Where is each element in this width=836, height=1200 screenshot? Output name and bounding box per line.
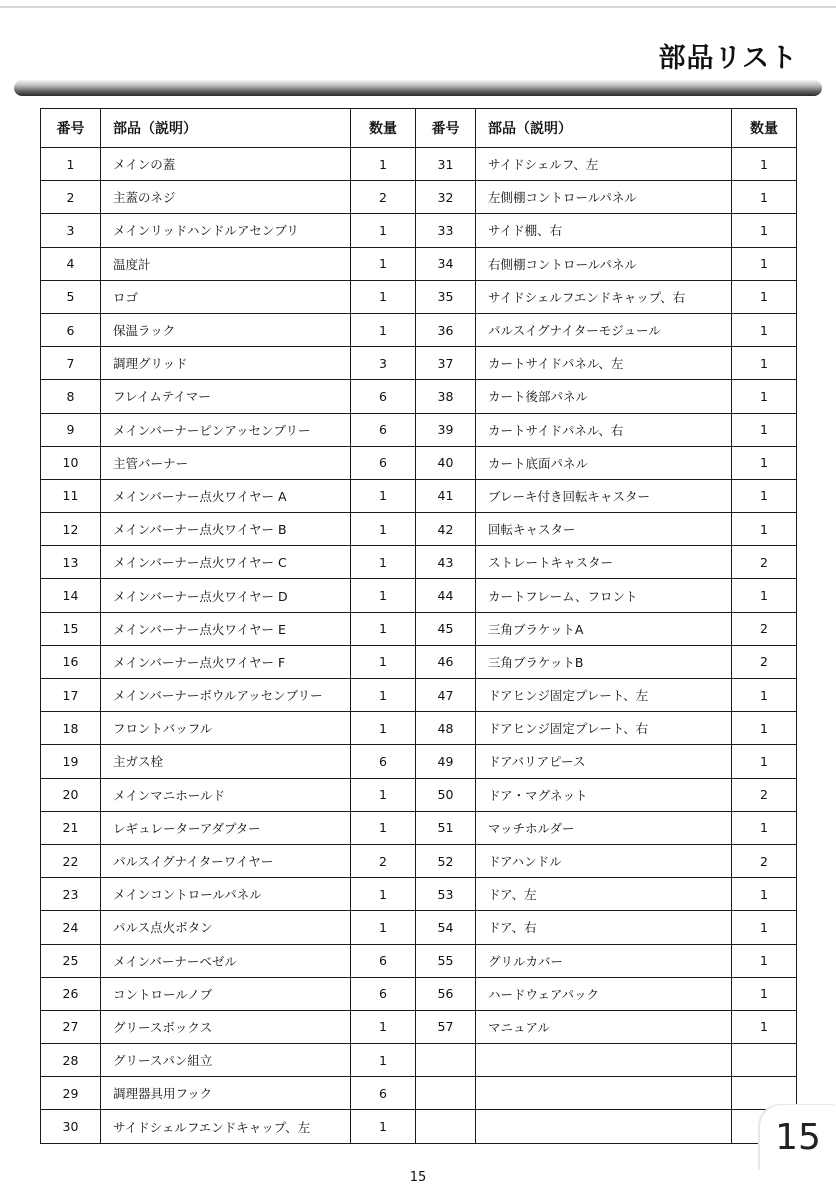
part-description: カートサイドパネル、右	[476, 413, 732, 446]
part-quantity: 1	[351, 712, 416, 745]
part-number: 10	[41, 446, 101, 479]
table-row	[41, 313, 797, 346]
part-number: 35	[416, 280, 476, 313]
part-quantity: 1	[732, 944, 797, 977]
part-number: 44	[416, 579, 476, 612]
part-number: 22	[41, 844, 101, 877]
part-description: 回転キャスター	[476, 513, 732, 546]
part-description: グリルカバー	[476, 944, 732, 977]
part-number	[416, 1044, 476, 1077]
part-description: カート後部パネル	[476, 380, 732, 413]
part-quantity: 1	[732, 347, 797, 380]
part-quantity: 1	[351, 878, 416, 911]
table-row	[41, 1077, 797, 1110]
part-quantity: 6	[351, 745, 416, 778]
part-number: 17	[41, 679, 101, 712]
part-quantity: 2	[732, 645, 797, 678]
part-number: 25	[41, 944, 101, 977]
table-row	[41, 479, 797, 512]
part-quantity: 6	[351, 446, 416, 479]
table-row	[41, 413, 797, 446]
part-number: 9	[41, 413, 101, 446]
part-quantity: 1	[732, 579, 797, 612]
part-description: メインバーナー点火ワイヤー B	[101, 513, 351, 546]
part-description: 主蓋のネジ	[101, 181, 351, 214]
part-quantity: 1	[732, 1010, 797, 1043]
part-quantity: 1	[351, 645, 416, 678]
part-number: 20	[41, 778, 101, 811]
part-description: 温度計	[101, 247, 351, 280]
part-quantity: 1	[732, 247, 797, 280]
part-quantity: 1	[351, 679, 416, 712]
part-number: 37	[416, 347, 476, 380]
part-description: コントロールノブ	[101, 977, 351, 1010]
part-description: ドアバリアピース	[476, 745, 732, 778]
part-number: 39	[416, 413, 476, 446]
part-quantity: 2	[732, 612, 797, 645]
part-description: メインの蓋	[101, 148, 351, 181]
part-quantity: 1	[351, 280, 416, 313]
part-quantity: 1	[732, 181, 797, 214]
part-quantity: 2	[732, 844, 797, 877]
part-number: 18	[41, 712, 101, 745]
part-number: 51	[416, 811, 476, 844]
part-quantity: 1	[732, 280, 797, 313]
page-number-badge: 15	[760, 1105, 836, 1171]
part-description: メインバーナー点火ワイヤー C	[101, 546, 351, 579]
part-description: メインマニホールド	[101, 778, 351, 811]
part-description: サイドシェルフエンドキャップ、右	[476, 280, 732, 313]
part-quantity: 2	[351, 181, 416, 214]
table-row	[41, 1110, 797, 1143]
header-qty-right: 数量	[732, 109, 797, 148]
part-description: グリースボックス	[101, 1010, 351, 1043]
table-row	[41, 778, 797, 811]
part-description: 左側棚コントロールパネル	[476, 181, 732, 214]
part-quantity: 1	[351, 313, 416, 346]
part-number: 2	[41, 181, 101, 214]
part-number: 56	[416, 977, 476, 1010]
part-quantity: 1	[351, 1044, 416, 1077]
part-description: マッチホルダー	[476, 811, 732, 844]
part-quantity: 1	[732, 513, 797, 546]
table-row	[41, 513, 797, 546]
part-quantity: 1	[351, 247, 416, 280]
part-number: 12	[41, 513, 101, 546]
part-quantity: 1	[351, 214, 416, 247]
part-description	[476, 1110, 732, 1143]
table-row	[41, 579, 797, 612]
part-description: 右側棚コントロールパネル	[476, 247, 732, 280]
part-number	[416, 1077, 476, 1110]
part-quantity: 1	[732, 413, 797, 446]
header-qty-left: 数量	[351, 109, 416, 148]
table-row	[41, 1010, 797, 1043]
part-description: ストレートキャスター	[476, 546, 732, 579]
table-row	[41, 380, 797, 413]
part-quantity: 1	[351, 778, 416, 811]
page-title: 部品リスト	[658, 43, 798, 74]
part-number: 21	[41, 811, 101, 844]
part-number: 15	[41, 612, 101, 645]
part-quantity: 1	[351, 612, 416, 645]
part-number: 33	[416, 214, 476, 247]
part-number: 13	[41, 546, 101, 579]
part-description: 三角ブラケットB	[476, 645, 732, 678]
part-quantity: 1	[351, 911, 416, 944]
part-number: 24	[41, 911, 101, 944]
part-description: サイド棚、右	[476, 214, 732, 247]
table-row	[41, 347, 797, 380]
part-number: 5	[41, 280, 101, 313]
part-number: 34	[416, 247, 476, 280]
part-description: 調理器具用フック	[101, 1077, 351, 1110]
part-quantity: 2	[732, 546, 797, 579]
part-description: パルス点火ボタン	[101, 911, 351, 944]
table-row	[41, 546, 797, 579]
part-number: 8	[41, 380, 101, 413]
part-number: 53	[416, 878, 476, 911]
part-number: 1	[41, 148, 101, 181]
part-description: ドアハンドル	[476, 844, 732, 877]
part-quantity: 6	[351, 944, 416, 977]
part-quantity: 2	[732, 778, 797, 811]
table-row	[41, 712, 797, 745]
part-number: 50	[416, 778, 476, 811]
table-row	[41, 878, 797, 911]
table-row	[41, 645, 797, 678]
part-description: ドア、左	[476, 878, 732, 911]
part-description: ドアヒンジ固定プレート、左	[476, 679, 732, 712]
part-quantity: 1	[732, 712, 797, 745]
part-number: 47	[416, 679, 476, 712]
part-number: 23	[41, 878, 101, 911]
part-number: 36	[416, 313, 476, 346]
part-description: ドア・マグネット	[476, 778, 732, 811]
part-number: 49	[416, 745, 476, 778]
part-description	[476, 1077, 732, 1110]
part-description	[476, 1044, 732, 1077]
part-quantity: 1	[732, 479, 797, 512]
part-description: メインバーナー点火ワイヤー A	[101, 479, 351, 512]
table-row	[41, 1044, 797, 1077]
part-number: 45	[416, 612, 476, 645]
part-description: パルスイグナイターモジュール	[476, 313, 732, 346]
part-number: 54	[416, 911, 476, 944]
table-row	[41, 446, 797, 479]
part-description: フロントバッフル	[101, 712, 351, 745]
part-quantity: 1	[351, 1010, 416, 1043]
part-number: 14	[41, 579, 101, 612]
part-description: メインバーナー点火ワイヤー E	[101, 612, 351, 645]
header-part-left: 部品（説明）	[101, 109, 351, 148]
part-quantity: 6	[351, 413, 416, 446]
title-underline-bar	[14, 80, 822, 96]
part-number: 28	[41, 1044, 101, 1077]
table-row	[41, 612, 797, 645]
table-row	[41, 944, 797, 977]
part-number: 29	[41, 1077, 101, 1110]
part-quantity: 1	[732, 977, 797, 1010]
part-quantity: 1	[732, 911, 797, 944]
part-number: 48	[416, 712, 476, 745]
part-description: 主ガス栓	[101, 745, 351, 778]
part-quantity: 6	[351, 977, 416, 1010]
part-quantity: 1	[732, 380, 797, 413]
part-number: 31	[416, 148, 476, 181]
table-row	[41, 911, 797, 944]
part-number: 6	[41, 313, 101, 346]
part-description: メインバーナーベゼル	[101, 944, 351, 977]
part-description: カートフレーム、フロント	[476, 579, 732, 612]
table-row	[41, 148, 797, 181]
part-quantity: 1	[351, 148, 416, 181]
part-quantity: 1	[351, 579, 416, 612]
part-quantity: 2	[351, 844, 416, 877]
part-number: 11	[41, 479, 101, 512]
part-number: 16	[41, 645, 101, 678]
part-number: 4	[41, 247, 101, 280]
part-quantity: 1	[351, 811, 416, 844]
part-number: 55	[416, 944, 476, 977]
part-quantity: 1	[732, 679, 797, 712]
top-divider	[0, 6, 836, 8]
part-number: 30	[41, 1110, 101, 1143]
part-description: 三角ブラケットA	[476, 612, 732, 645]
part-description: ドア、右	[476, 911, 732, 944]
part-number: 19	[41, 745, 101, 778]
table-row	[41, 745, 797, 778]
part-description: メインコントロールパネル	[101, 878, 351, 911]
part-description: メインバーナーボウルアッセンブリー	[101, 679, 351, 712]
table-row	[41, 181, 797, 214]
part-quantity: 3	[351, 347, 416, 380]
part-number: 26	[41, 977, 101, 1010]
part-description: ドアヒンジ固定プレート、右	[476, 712, 732, 745]
part-description: ロゴ	[101, 280, 351, 313]
page-number-footer: 15	[409, 1170, 427, 1185]
part-number: 41	[416, 479, 476, 512]
part-description: サイドシェルフ、左	[476, 148, 732, 181]
part-description: カート底面パネル	[476, 446, 732, 479]
part-number: 57	[416, 1010, 476, 1043]
part-quantity: 1	[351, 1110, 416, 1143]
part-description: メインリッドハンドルアセンブリ	[101, 214, 351, 247]
part-number: 43	[416, 546, 476, 579]
part-number: 27	[41, 1010, 101, 1043]
part-quantity: 1	[732, 313, 797, 346]
part-number: 40	[416, 446, 476, 479]
part-quantity: 1	[351, 479, 416, 512]
header-number-left: 番号	[41, 109, 101, 148]
part-quantity: 1	[732, 878, 797, 911]
part-quantity: 1	[351, 546, 416, 579]
part-quantity: 6	[351, 1077, 416, 1110]
part-number: 52	[416, 844, 476, 877]
parts-table-body	[41, 148, 797, 1144]
part-quantity: 1	[732, 148, 797, 181]
table-row	[41, 214, 797, 247]
table-header-row	[41, 109, 797, 148]
table-row	[41, 811, 797, 844]
part-description: 調理グリッド	[101, 347, 351, 380]
part-description: カートサイドパネル、左	[476, 347, 732, 380]
part-description: レギュレーターアダプター	[101, 811, 351, 844]
table-row	[41, 844, 797, 877]
part-description: メインバーナー点火ワイヤー D	[101, 579, 351, 612]
part-description: グリースパン組立	[101, 1044, 351, 1077]
part-description: ブレーキ付き回転キャスター	[476, 479, 732, 512]
header-number-right: 番号	[416, 109, 476, 148]
table-row	[41, 679, 797, 712]
part-number: 3	[41, 214, 101, 247]
part-number: 46	[416, 645, 476, 678]
part-number: 38	[416, 380, 476, 413]
part-quantity: 1	[732, 446, 797, 479]
part-description: ハードウェアパック	[476, 977, 732, 1010]
part-number: 42	[416, 513, 476, 546]
part-quantity: 6	[351, 380, 416, 413]
part-description: メインバーナーピンアッセンブリー	[101, 413, 351, 446]
header-part-right: 部品（説明）	[476, 109, 732, 148]
part-quantity: 1	[732, 811, 797, 844]
part-description: フレイムテイマー	[101, 380, 351, 413]
part-description: サイドシェルフエンドキャップ、左	[101, 1110, 351, 1143]
part-description: メインバーナー点火ワイヤー F	[101, 645, 351, 678]
part-quantity: 1	[732, 214, 797, 247]
part-quantity: 1	[351, 513, 416, 546]
part-quantity: 1	[732, 745, 797, 778]
part-number	[416, 1110, 476, 1143]
table-row	[41, 977, 797, 1010]
table-row	[41, 280, 797, 313]
part-number: 7	[41, 347, 101, 380]
part-description: 主管バーナー	[101, 446, 351, 479]
part-number: 32	[416, 181, 476, 214]
part-description: パルスイグナイターワイヤー	[101, 844, 351, 877]
part-quantity	[732, 1044, 797, 1077]
parts-table	[40, 108, 797, 1144]
table-row	[41, 247, 797, 280]
part-description: 保温ラック	[101, 313, 351, 346]
part-description: マニュアル	[476, 1010, 732, 1043]
